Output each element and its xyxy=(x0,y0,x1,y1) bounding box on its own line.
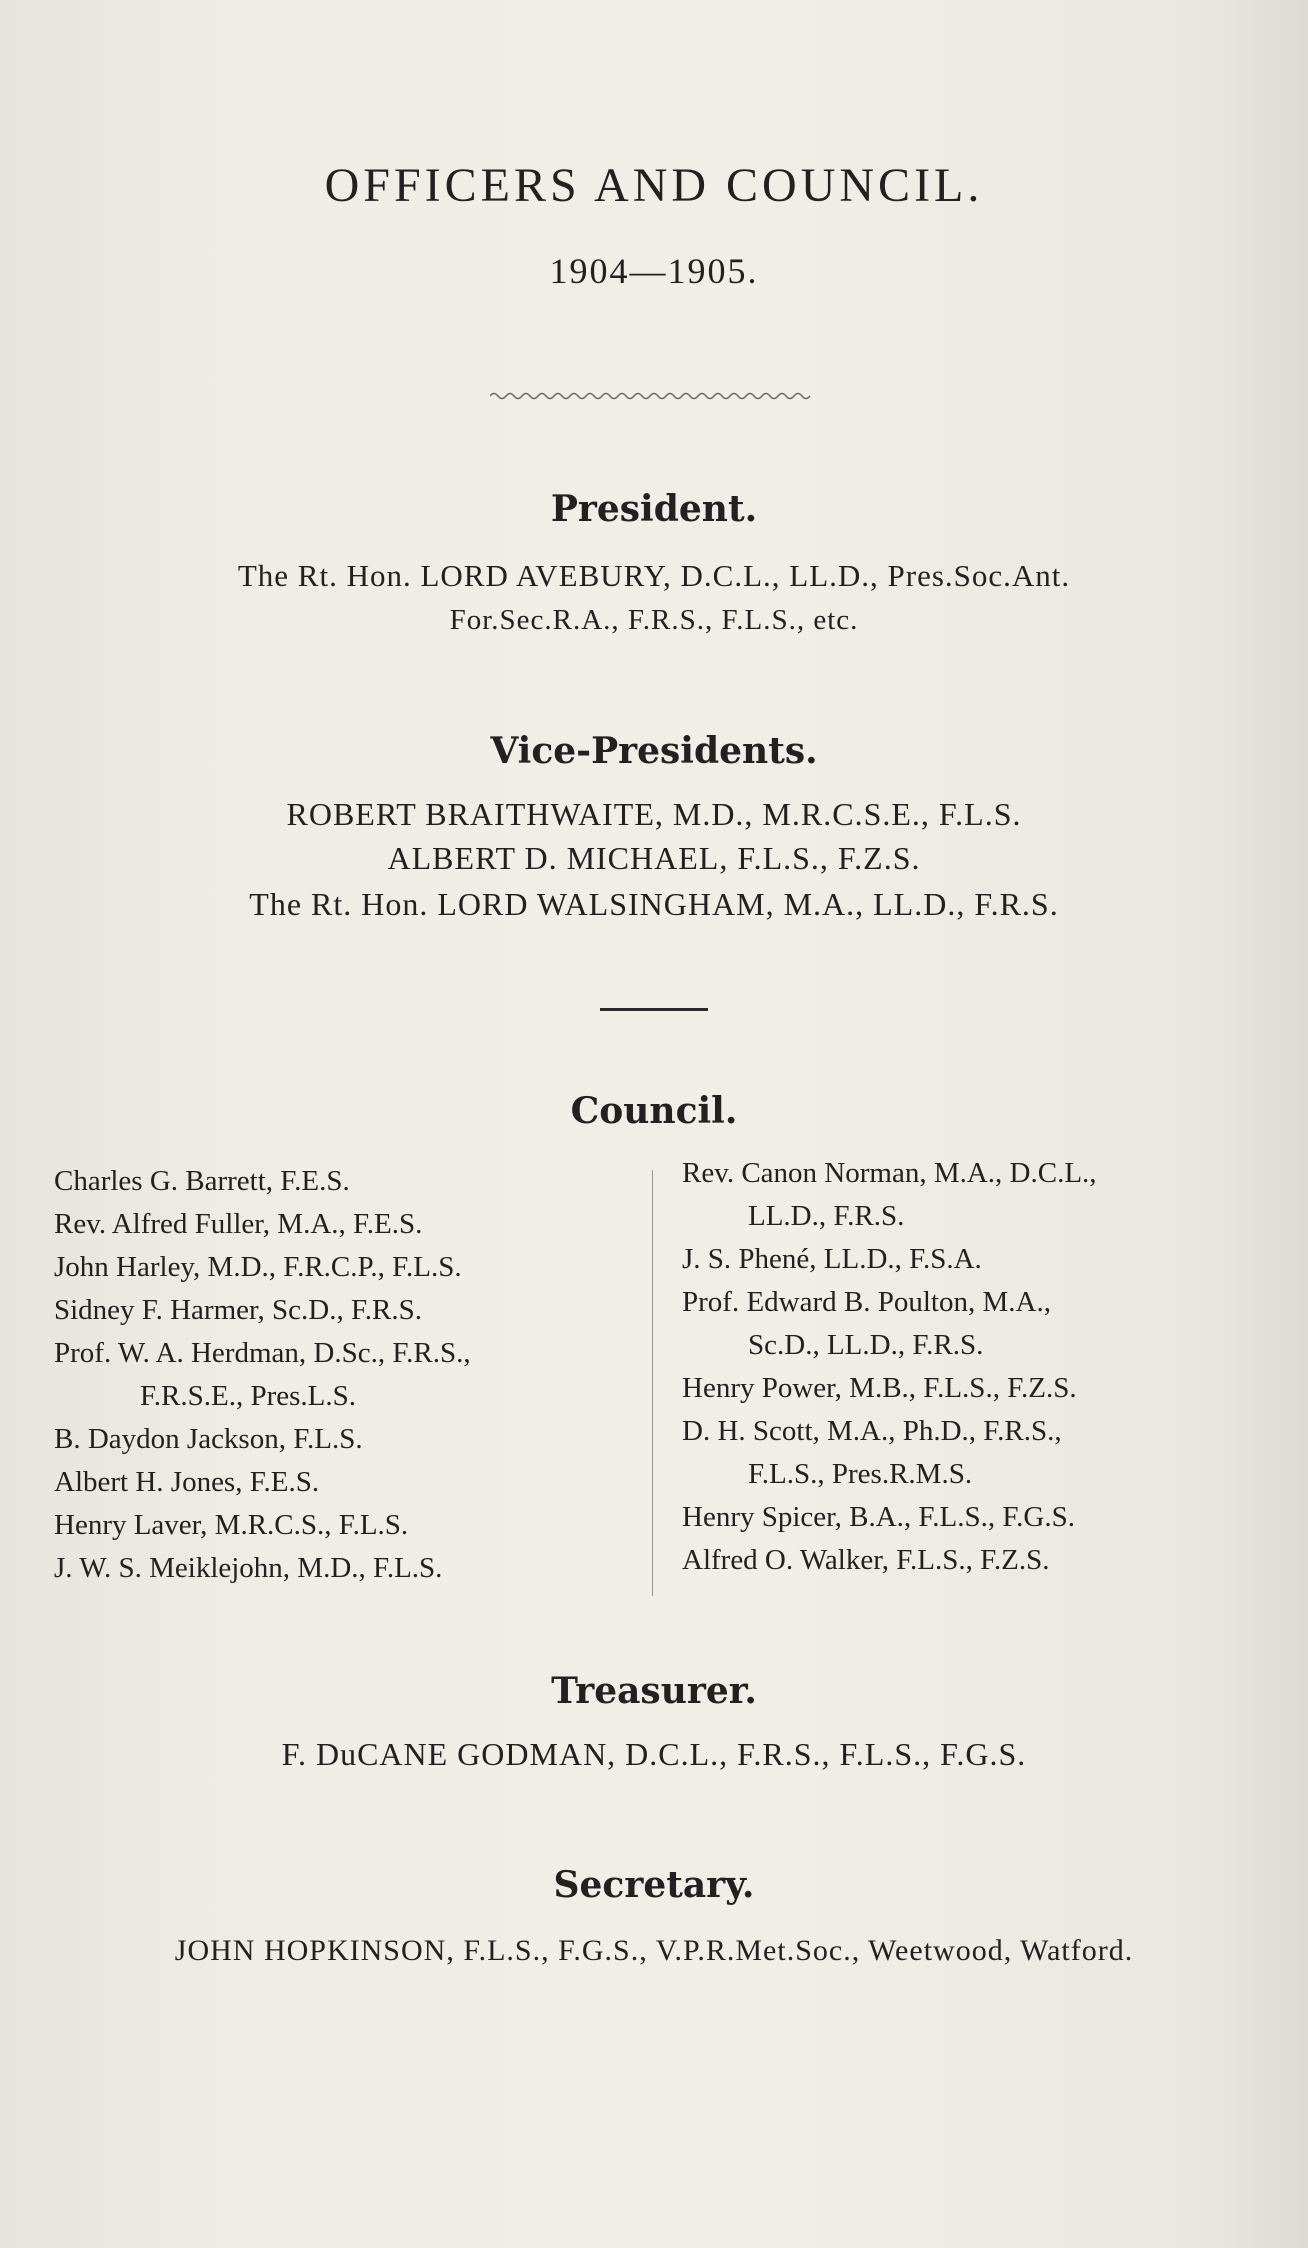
council-member-continuation: F.R.S.E., Pres.L.S. xyxy=(140,1380,357,1412)
secretary-name: JOHN HOPKINSON, F.L.S., F.G.S., V.P.R.Met.Soc., Weetwood, Watford. xyxy=(174,1934,1134,1967)
council-member: Charles G. Barrett, F.E.S. xyxy=(54,1165,350,1197)
column-divider xyxy=(652,1170,653,1596)
council-member: Albert H. Jones, F.E.S. xyxy=(54,1466,320,1498)
years-subtitle: 1904—1905. xyxy=(549,251,759,291)
council-left-column xyxy=(54,1160,471,1590)
treasurer-name: F. DuCANE GODMAN, D.C.L., F.R.S., F.L.S., F.G.S. xyxy=(281,1736,1027,1772)
council-member: D. H. Scott, M.A., Ph.D., F.R.S., xyxy=(682,1415,1062,1447)
president-line-2: For.Sec.R.A., F.R.S., F.L.S., etc. xyxy=(449,604,859,636)
council-member: B. Daydon Jackson, F.L.S. xyxy=(54,1423,363,1455)
treasurer-heading: Treasurer. xyxy=(551,1670,757,1712)
president-line-1: The Rt. Hon. LORD AVEBURY, D.C.L., LL.D., Pres.Soc.Ant. xyxy=(237,558,1071,593)
vice-president-3: The Rt. Hon. LORD WALSINGHAM, M.A., LL.D., F.R.S. xyxy=(249,886,1059,922)
page-title: OFFICERS AND COUNCIL. xyxy=(324,159,984,212)
vice-presidents-heading: Vice-Presidents. xyxy=(490,730,818,772)
vice-president-2: ALBERT D. MICHAEL, F.L.S., F.Z.S. xyxy=(387,840,921,876)
council-member: Sidney F. Harmer, Sc.D., F.R.S. xyxy=(54,1294,422,1326)
council-member: Prof. W. A. Herdman, D.Sc., F.R.S., xyxy=(54,1337,471,1369)
council-member: Rev. Alfred Fuller, M.A., F.E.S. xyxy=(54,1208,423,1240)
council-member: Prof. Edward B. Poulton, M.A., xyxy=(682,1286,1051,1318)
council-member: Henry Spicer, B.A., F.L.S., F.G.S. xyxy=(682,1501,1075,1533)
vice-president-1: ROBERT BRAITHWAITE, M.D., M.R.C.S.E., F.L.S. xyxy=(286,796,1022,832)
president-heading: President. xyxy=(550,488,758,530)
council-member: Henry Laver, M.R.C.S., F.L.S. xyxy=(54,1509,409,1541)
council-right-column xyxy=(682,1152,1097,1582)
council-member: John Harley, M.D., F.R.C.P., F.L.S. xyxy=(54,1251,462,1283)
secretary-heading: Secretary. xyxy=(553,1864,755,1906)
council-member: J. W. S. Meiklejohn, M.D., F.L.S. xyxy=(54,1552,443,1584)
council-member: Alfred O. Walker, F.L.S., F.Z.S. xyxy=(682,1544,1050,1576)
council-member-continuation: Sc.D., LL.D., F.R.S. xyxy=(748,1329,984,1361)
council-member: Rev. Canon Norman, M.A., D.C.L., xyxy=(682,1157,1097,1189)
council-member: Henry Power, M.B., F.L.S., F.Z.S. xyxy=(682,1372,1077,1404)
council-member: J. S. Phené, LL.D., F.S.A. xyxy=(682,1243,982,1275)
council-heading: Council. xyxy=(570,1090,738,1132)
wavy-ornament xyxy=(490,388,812,402)
section-rule xyxy=(600,1008,708,1011)
council-member-continuation: F.L.S., Pres.R.M.S. xyxy=(748,1458,973,1490)
council-member-continuation: LL.D., F.R.S. xyxy=(748,1200,905,1232)
